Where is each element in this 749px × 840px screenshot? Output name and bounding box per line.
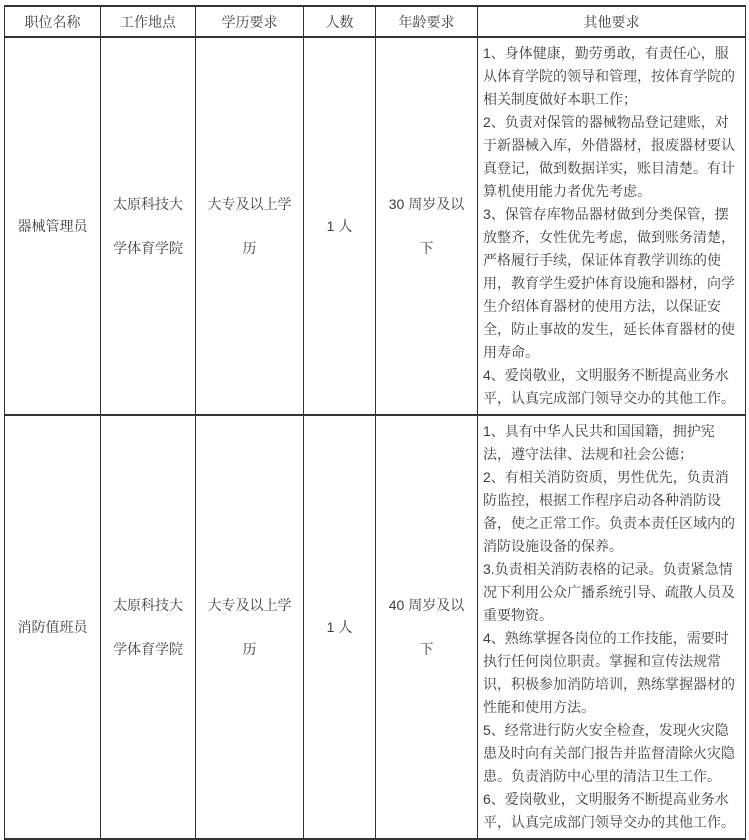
age-cell: 30 周岁及以下 [376,37,478,415]
table-row-equipment-manager [5,37,746,415]
table-row-fire-duty-officer [5,415,746,839]
position-cell: 器械管理员 [5,37,101,415]
other-requirements-cell [478,415,746,839]
headcount-cell: 1 人 [304,37,376,415]
location-cell: 太原科技大学体育学院 [101,37,196,415]
header-row [5,6,746,37]
job-postings-table [4,5,746,840]
header-age: 年龄要求 [376,6,478,37]
age-cell: 40 周岁及以下 [376,415,478,839]
requirement-item: 5、经常进行防火安全检查，发现火灾隐患及时向有关部门报告并监督清除火灾隐患。负责消防中心里的清洁卫生工作。 [483,722,735,784]
requirement-item: 2、负责对保管的器械物品登记建账，对于新器械入库，外借器材，报废器材要认真登记，做到数据详实，账目清楚。有计算机使用能力者优先考虑。 [483,114,735,199]
education-cell: 大专及以上学历 [196,37,304,415]
requirement-item: 4、爱岗敬业，文明服务不断提高业务水平，认真完成部门领导交办的其他工作。 [483,367,735,406]
header-other-requirements: 其他要求 [478,6,746,37]
headcount-cell: 1 人 [304,415,376,839]
header-position: 职位名称 [5,6,101,37]
requirement-item: 3.负责相关消防表格的记录。负责紧急情况下利用公众广播系统引导、疏散人员及重要物资。 [483,561,735,623]
other-requirements-cell [478,37,746,415]
requirement-item: 1、具有中华人民共和国国籍，拥护宪法，遵守法律、法规和社会公德； [483,423,715,462]
header-location: 工作地点 [101,6,196,37]
education-cell: 大专及以上学历 [196,415,304,839]
requirement-item: 1、身体健康，勤劳勇敢，有责任心，服从体育学院的领导和管理，按体育学院的相关制度做好本职工作； [483,45,735,107]
requirement-item: 6、爱岗敬业，文明服务不断提高业务水平，认真完成部门领导交办的其他工作。 [483,791,735,830]
location-cell: 太原科技大学体育学院 [101,415,196,839]
requirement-item: 2、有相关消防资质，男性优先，负责消防监控，根据工作程序启动各种消防设备，使之正常工作。负责本责任区域内的消防设施设备的保养。 [483,469,735,554]
requirement-item: 3、保管存库物品器材做到分类保管，摆放整齐，女性优先考虑，做到账务清楚，严格履行手续，保证体育教学训练的使用，教育学生爱护体育设施和器材，向学生介绍体育器材的使用方法，以保证安全，防止事故的发生，延长体育器材的使用寿命。 [483,206,735,360]
position-cell: 消防值班员 [5,415,101,839]
header-education: 学历要求 [196,6,304,37]
header-headcount: 人数 [304,6,376,37]
requirement-item: 4、熟练掌握各岗位的工作技能，需要时执行任何岗位职责。掌握和宣传法规常识，积极参加消防培训，熟练掌握器材的性能和使用方法。 [483,630,735,715]
